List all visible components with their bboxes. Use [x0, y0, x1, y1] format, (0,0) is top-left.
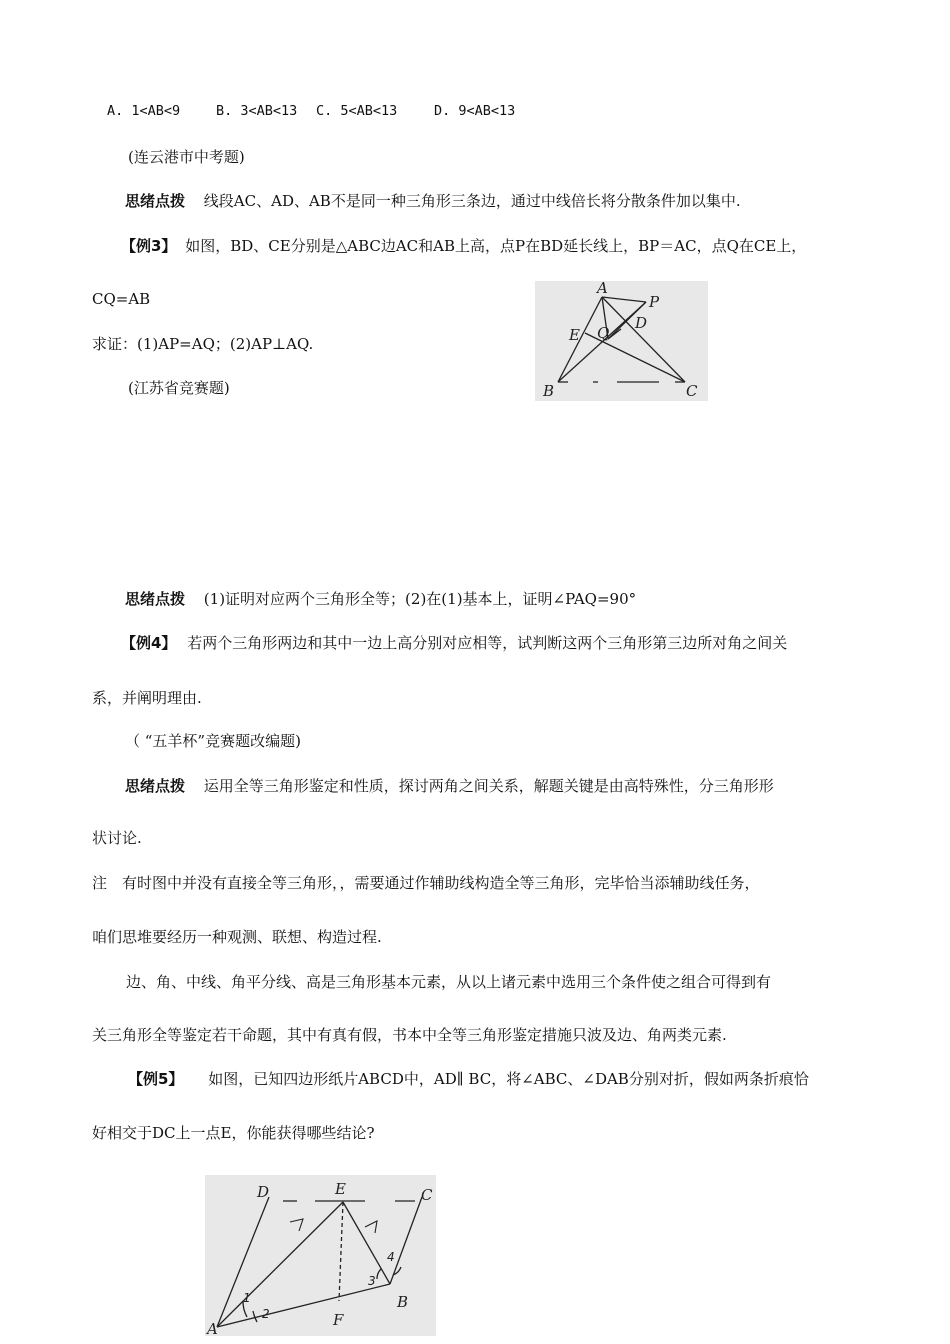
angle-4: 4	[387, 1250, 395, 1264]
label-d: D	[635, 314, 648, 332]
example-3-line-1	[121, 236, 806, 256]
option-a: A. 1<AB<9	[107, 103, 181, 119]
label-e: E	[335, 1180, 346, 1198]
label-b: B	[397, 1293, 409, 1311]
angle-1: 1	[243, 1291, 251, 1305]
paragraph-line-1: 边、角、中线、角平分线、高是三角形基本元素，从以上诸元素中选用三个条件使之组合可得到有	[126, 973, 772, 991]
example-label: 【例4】	[121, 634, 177, 652]
label-a: A	[207, 1320, 218, 1336]
example-label: 【例3】	[121, 237, 177, 255]
example-label: 【例5】	[128, 1070, 184, 1088]
label-c: C	[686, 382, 698, 400]
example-5-line-1	[128, 1069, 809, 1089]
angle-3: 3	[368, 1274, 376, 1288]
example-4-line-2: 系，并阐明理由.	[92, 689, 202, 707]
label-f: F	[333, 1311, 344, 1329]
example-5-line-2: 好相交于DC上一点E，你能获得哪些结论?	[92, 1124, 375, 1142]
hint-label: 思绪点拨	[125, 192, 186, 210]
source-lianyungang: (连云港市中考题)	[128, 148, 245, 166]
paragraph-line-2: 关三角形全等鉴定若干命题，其中有真有假，书本中全等三角形鉴定措施只波及边、角两类元素.	[92, 1026, 727, 1044]
option-c: C. 5<AB<13	[316, 103, 398, 119]
option-d: D. 9<AB<13	[434, 103, 516, 119]
angle-2: 2	[262, 1307, 270, 1321]
quadrilateral-diagram	[205, 1175, 436, 1336]
example-text: 若两个三角形两边和其中一边上高分别对应相等，试判断这两个三角形第三边所对角之间关	[187, 634, 788, 652]
hint-1	[125, 191, 741, 211]
hint-3-line-1	[125, 776, 774, 796]
label-p: P	[649, 293, 660, 311]
example-3-prove: 求证：(1)AP=AQ；(2)AP⊥AQ.	[92, 335, 314, 353]
option-b: B. 3<AB<13	[216, 103, 298, 119]
label-a: A	[597, 281, 608, 297]
example-4-line-1	[121, 633, 787, 653]
hint-3-line-2: 状讨论.	[92, 829, 142, 847]
hint-label: 思绪点拨	[125, 590, 186, 608]
source-jiangsu: (江苏省竞赛题)	[128, 379, 230, 397]
example-text: 如图，已知四边形纸片ABCD中，AD∥ BC，将∠ABC、∠DAB分别对折，假如两条折痕恰	[208, 1070, 809, 1088]
figure-example-5	[205, 1175, 436, 1336]
hint-2	[125, 589, 636, 609]
label-e: E	[569, 326, 580, 344]
example-text: 如图，BD、CE分别是△ABC边AC和AB上高，点P在BD延长线上，BP＝AC，点Q在CE上，	[185, 237, 807, 255]
hint-text: (1)证明对应两个三角形全等；(2)在(1)基本上，证明∠PAQ=90°	[203, 590, 637, 608]
label-d: D	[257, 1183, 270, 1201]
label-b: B	[543, 382, 555, 400]
label-c: C	[421, 1186, 433, 1204]
hint-text: 运用全等三角形鉴定和性质，探讨两角之间关系，解题关键是由高特殊性，分三角形形	[203, 777, 774, 795]
note-line-2: 咱们思堆要经历一种观测、联想、构造过程.	[92, 928, 382, 946]
hint-label: 思绪点拨	[125, 777, 186, 795]
example-3-line-2: CQ=AB	[92, 290, 151, 308]
note-line-1: 注 有时图中并没有直接全等三角形，，需要通过作辅助线构造全等三角形，完毕恰当添辅助线任务，	[92, 874, 760, 892]
figure-example-3	[535, 281, 708, 401]
hint-text: 线段AC、AD、AB不是同一种三角形三条边，通过中线倍长将分散条件加以集中.	[203, 192, 741, 210]
source-wuyangbei: （ “五羊杯”竞赛题改编题)	[125, 732, 301, 750]
triangle-diagram	[535, 281, 708, 401]
label-q: Q	[597, 324, 610, 342]
